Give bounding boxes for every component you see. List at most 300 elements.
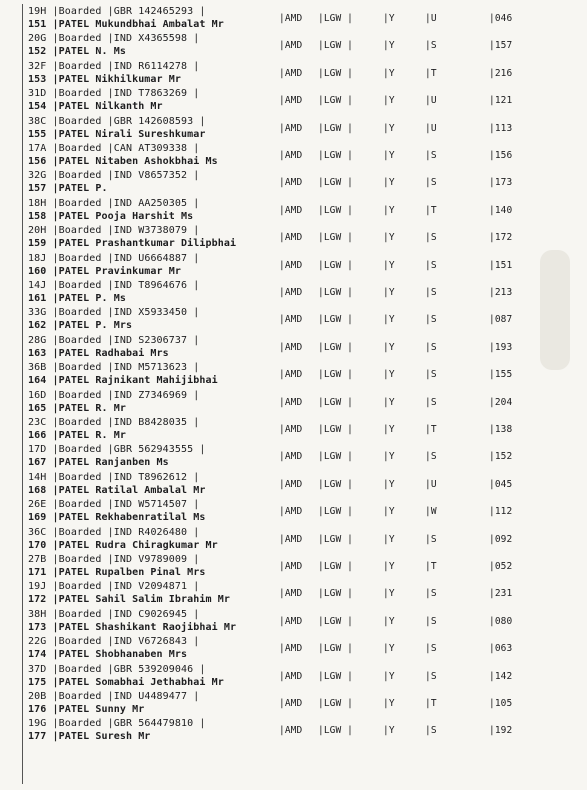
seat-number: 14J	[28, 280, 47, 291]
column-separator: |	[46, 293, 59, 304]
column-separator: |	[187, 390, 200, 401]
seat-number: 20H	[28, 225, 47, 236]
origin-code: |AMD	[279, 725, 303, 736]
column-separator: |	[101, 609, 114, 620]
column-separator: |	[187, 335, 200, 346]
entry-seat-line	[28, 33, 199, 45]
column-separator: |	[101, 6, 114, 17]
cabin-class: |Y	[383, 150, 395, 161]
boarding-sequence: |080	[489, 616, 513, 627]
status-code: |S	[425, 260, 437, 271]
seat-number: 18J	[28, 253, 47, 264]
sequence-number: 154	[28, 101, 47, 112]
entry-seat-line	[28, 307, 199, 319]
sequence-number: 151	[28, 19, 47, 30]
cabin-class: |Y	[383, 561, 395, 572]
entry-name-line	[28, 293, 126, 305]
sequence-number: 160	[28, 266, 47, 277]
origin-code: |AMD	[279, 698, 303, 709]
column-separator: |	[46, 554, 59, 565]
status-code: |S	[425, 177, 437, 188]
cabin-class: |Y	[383, 260, 395, 271]
entry-seat-line	[28, 664, 206, 676]
boarding-status: Boarded	[58, 88, 102, 99]
column-separator: |	[46, 581, 59, 592]
entry-seat-line	[28, 609, 199, 621]
destination-code: |LGW |	[318, 260, 353, 271]
seat-number: 33G	[28, 307, 47, 318]
entry-name-line	[28, 567, 206, 579]
status-code: |S	[425, 725, 437, 736]
passenger-name: PATEL P. Mrs	[58, 320, 133, 331]
sequence-number: 166	[28, 430, 47, 441]
boarding-status: Boarded	[58, 225, 102, 236]
cabin-class: |Y	[383, 534, 395, 545]
cabin-class: |Y	[383, 95, 395, 106]
travel-document: IND U6664887	[113, 253, 188, 264]
column-separator: |	[101, 335, 114, 346]
passenger-name: PATEL Sunny Mr	[58, 704, 145, 715]
origin-code: |AMD	[279, 588, 303, 599]
travel-document: IND X5933450	[113, 307, 188, 318]
boarding-status: Boarded	[58, 527, 102, 538]
seat-number: 20B	[28, 691, 47, 702]
column-separator: |	[46, 731, 59, 742]
origin-code: |AMD	[279, 40, 303, 51]
passenger-name: PATEL Somabhai Jethabhai Mr	[58, 677, 224, 688]
status-code: |S	[425, 616, 437, 627]
entry-name-line	[28, 320, 132, 332]
sequence-number: 169	[28, 512, 47, 523]
destination-code: |LGW |	[318, 205, 353, 216]
column-separator: |	[101, 444, 114, 455]
entry-name-line	[28, 594, 230, 606]
boarding-sequence: |156	[489, 150, 513, 161]
entry-name-line	[28, 129, 206, 141]
status-code: |S	[425, 287, 437, 298]
sequence-number: 157	[28, 183, 47, 194]
origin-code: |AMD	[279, 616, 303, 627]
sequence-number: 161	[28, 293, 47, 304]
entry-name-line	[28, 74, 181, 86]
passenger-name: PATEL Mukundbhai Ambalat Mr	[58, 19, 224, 30]
boarding-sequence: |092	[489, 534, 513, 545]
seat-number: 31D	[28, 88, 47, 99]
seat-number: 20G	[28, 33, 47, 44]
destination-code: |LGW |	[318, 150, 353, 161]
column-separator: |	[46, 362, 59, 373]
cabin-class: |Y	[383, 588, 395, 599]
status-code: |U	[425, 13, 437, 24]
boarding-status: Boarded	[58, 143, 102, 154]
boarding-sequence: |046	[489, 13, 513, 24]
column-separator: |	[101, 499, 114, 510]
entry-seat-line	[28, 527, 199, 539]
sequence-number: 172	[28, 594, 47, 605]
column-separator: |	[101, 61, 114, 72]
column-separator: |	[101, 581, 114, 592]
column-separator: |	[46, 116, 59, 127]
status-code: |U	[425, 95, 437, 106]
passenger-name: PATEL Rajnikant Mahijibhai	[58, 375, 218, 386]
origin-code: |AMD	[279, 68, 303, 79]
entry-name-line	[28, 677, 224, 689]
boarding-sequence: |142	[489, 671, 513, 682]
cabin-class: |Y	[383, 506, 395, 517]
destination-code: |LGW |	[318, 40, 353, 51]
status-code: |T	[425, 68, 437, 79]
status-code: |S	[425, 150, 437, 161]
passenger-name: PATEL Shobhanaben Mrs	[58, 649, 188, 660]
entry-name-line	[28, 512, 206, 524]
passenger-name: PATEL Ranjanben Ms	[58, 457, 169, 468]
destination-code: |LGW |	[318, 725, 353, 736]
status-code: |S	[425, 671, 437, 682]
entry-name-line	[28, 731, 150, 743]
seat-number: 36B	[28, 362, 47, 373]
column-separator: |	[101, 527, 114, 538]
passenger-name: PATEL Pravinkumar Mr	[58, 266, 182, 277]
travel-document: CAN AT309338	[113, 143, 188, 154]
entry-name-line	[28, 348, 169, 360]
column-separator: |	[46, 266, 59, 277]
origin-code: |AMD	[279, 123, 303, 134]
column-separator: |	[101, 417, 114, 428]
passenger-name: PATEL Nilkanth Mr	[58, 101, 163, 112]
travel-document: IND Z7346969	[113, 390, 188, 401]
travel-document: IND C9026945	[113, 609, 188, 620]
travel-document: GBR 142465293	[113, 6, 194, 17]
column-separator: |	[193, 116, 206, 127]
origin-code: |AMD	[279, 451, 303, 462]
passenger-name: PATEL Rudra Chiragkumar Mr	[58, 540, 218, 551]
column-separator: |	[101, 362, 114, 373]
column-separator: |	[101, 390, 114, 401]
destination-code: |LGW |	[318, 177, 353, 188]
seat-number: 38C	[28, 116, 47, 127]
column-separator: |	[101, 554, 114, 565]
column-separator: |	[46, 677, 59, 688]
column-separator: |	[46, 622, 59, 633]
boarding-sequence: |045	[489, 479, 513, 490]
column-separator: |	[101, 116, 114, 127]
boarding-status: Boarded	[58, 307, 102, 318]
passenger-name: PATEL Suresh Mr	[58, 731, 151, 742]
cabin-class: |Y	[383, 671, 395, 682]
entry-name-line	[28, 485, 206, 497]
travel-document: IND X4365598	[113, 33, 188, 44]
destination-code: |LGW |	[318, 616, 353, 627]
boarding-status: Boarded	[58, 6, 102, 17]
destination-code: |LGW |	[318, 287, 353, 298]
entry-name-line	[28, 704, 144, 716]
origin-code: |AMD	[279, 671, 303, 682]
column-separator: |	[101, 143, 114, 154]
entry-name-line	[28, 101, 163, 113]
entry-name-line	[28, 19, 224, 31]
column-separator: |	[46, 46, 59, 57]
column-separator: |	[46, 101, 59, 112]
origin-code: |AMD	[279, 506, 303, 517]
column-separator: |	[46, 375, 59, 386]
cabin-class: |Y	[383, 40, 395, 51]
status-code: |T	[425, 561, 437, 572]
column-separator: |	[187, 61, 200, 72]
column-separator: |	[46, 170, 59, 181]
sequence-number: 170	[28, 540, 47, 551]
seat-number: 19J	[28, 581, 47, 592]
column-separator: |	[46, 225, 59, 236]
column-separator: |	[187, 691, 200, 702]
status-code: |S	[425, 232, 437, 243]
column-separator: |	[46, 129, 59, 140]
entry-seat-line	[28, 198, 199, 210]
entry-seat-line	[28, 116, 206, 128]
sequence-number: 168	[28, 485, 47, 496]
entry-name-line	[28, 430, 126, 442]
passenger-name: PATEL R. Mr	[58, 430, 126, 441]
destination-code: |LGW |	[318, 451, 353, 462]
travel-document: IND B8428035	[113, 417, 188, 428]
passenger-name: PATEL Nikhilkumar Mr	[58, 74, 182, 85]
boarding-sequence: |138	[489, 424, 513, 435]
destination-code: |LGW |	[318, 95, 353, 106]
origin-code: |AMD	[279, 260, 303, 271]
column-separator: |	[46, 19, 59, 30]
boarding-sequence: |173	[489, 177, 513, 188]
status-code: |T	[425, 698, 437, 709]
sequence-number: 167	[28, 457, 47, 468]
destination-code: |LGW |	[318, 13, 353, 24]
boarding-status: Boarded	[58, 718, 102, 729]
boarding-sequence: |172	[489, 232, 513, 243]
entry-name-line	[28, 156, 218, 168]
column-separator: |	[46, 567, 59, 578]
boarding-sequence: |112	[489, 506, 513, 517]
sequence-number: 177	[28, 731, 47, 742]
column-separator: |	[187, 581, 200, 592]
column-separator: |	[193, 6, 206, 17]
travel-document: IND R6114278	[113, 61, 188, 72]
passenger-name: PATEL Rupalben Pinal Mrs	[58, 567, 206, 578]
passenger-name: PATEL Nitaben Ashokbhai Ms	[58, 156, 218, 167]
cabin-class: |Y	[383, 68, 395, 79]
column-separator: |	[46, 430, 59, 441]
passenger-name: PATEL R. Mr	[58, 403, 126, 414]
column-separator: |	[187, 636, 200, 647]
column-separator: |	[46, 594, 59, 605]
left-margin-rule	[22, 4, 23, 784]
passenger-name: PATEL Prashantkumar Dilipbhai	[58, 238, 237, 249]
boarding-sequence: |213	[489, 287, 513, 298]
column-separator: |	[46, 527, 59, 538]
travel-document: IND V9789009	[113, 554, 188, 565]
destination-code: |LGW |	[318, 397, 353, 408]
boarding-status: Boarded	[58, 499, 102, 510]
column-separator: |	[101, 33, 114, 44]
cabin-class: |Y	[383, 314, 395, 325]
column-separator: |	[187, 362, 200, 373]
cabin-class: |Y	[383, 725, 395, 736]
boarding-status: Boarded	[58, 390, 102, 401]
boarding-status: Boarded	[58, 170, 102, 181]
status-code: |S	[425, 397, 437, 408]
column-separator: |	[101, 691, 114, 702]
column-separator: |	[187, 554, 200, 565]
destination-code: |LGW |	[318, 643, 353, 654]
entry-seat-line	[28, 225, 199, 237]
column-separator: |	[46, 335, 59, 346]
column-separator: |	[187, 198, 200, 209]
destination-code: |LGW |	[318, 671, 353, 682]
passenger-name: PATEL N. Ms	[58, 46, 126, 57]
column-separator: |	[46, 6, 59, 17]
column-separator: |	[46, 280, 59, 291]
seat-number: 17A	[28, 143, 47, 154]
entry-seat-line	[28, 143, 199, 155]
column-separator: |	[187, 417, 200, 428]
origin-code: |AMD	[279, 342, 303, 353]
boarding-status: Boarded	[58, 609, 102, 620]
sequence-number: 159	[28, 238, 47, 249]
cabin-class: |Y	[383, 13, 395, 24]
sequence-number: 165	[28, 403, 47, 414]
destination-code: |LGW |	[318, 424, 353, 435]
entry-name-line	[28, 457, 169, 469]
travel-document: IND V6726843	[113, 636, 188, 647]
sequence-number: 152	[28, 46, 47, 57]
column-separator: |	[46, 61, 59, 72]
column-separator: |	[187, 88, 200, 99]
origin-code: |AMD	[279, 397, 303, 408]
boarding-status: Boarded	[58, 61, 102, 72]
travel-document: IND AA250305	[113, 198, 188, 209]
boarding-sequence: |087	[489, 314, 513, 325]
boarding-status: Boarded	[58, 554, 102, 565]
entry-seat-line	[28, 170, 199, 182]
column-separator: |	[187, 307, 200, 318]
cabin-class: |Y	[383, 287, 395, 298]
boarding-status: Boarded	[58, 33, 102, 44]
cabin-class: |Y	[383, 479, 395, 490]
column-separator: |	[101, 88, 114, 99]
destination-code: |LGW |	[318, 534, 353, 545]
column-separator: |	[187, 143, 200, 154]
column-separator: |	[46, 512, 59, 523]
destination-code: |LGW |	[318, 588, 353, 599]
column-separator: |	[187, 499, 200, 510]
column-separator: |	[101, 198, 114, 209]
destination-code: |LGW |	[318, 232, 353, 243]
column-separator: |	[46, 417, 59, 428]
boarding-sequence: |193	[489, 342, 513, 353]
seat-number: 37D	[28, 664, 47, 675]
column-separator: |	[46, 444, 59, 455]
passenger-name: PATEL Radhabai Mrs	[58, 348, 169, 359]
column-separator: |	[46, 499, 59, 510]
destination-code: |LGW |	[318, 68, 353, 79]
column-separator: |	[46, 88, 59, 99]
cabin-class: |Y	[383, 342, 395, 353]
destination-code: |LGW |	[318, 123, 353, 134]
cabin-class: |Y	[383, 451, 395, 462]
origin-code: |AMD	[279, 13, 303, 24]
status-code: |S	[425, 588, 437, 599]
seat-number: 16D	[28, 390, 47, 401]
entry-seat-line	[28, 335, 199, 347]
seat-number: 27B	[28, 554, 47, 565]
entry-seat-line	[28, 280, 199, 292]
column-separator: |	[46, 636, 59, 647]
boarding-status: Boarded	[58, 581, 102, 592]
column-separator: |	[46, 609, 59, 620]
status-code: |S	[425, 369, 437, 380]
column-separator: |	[46, 183, 59, 194]
destination-code: |LGW |	[318, 369, 353, 380]
sequence-number: 176	[28, 704, 47, 715]
boarding-status: Boarded	[58, 472, 102, 483]
column-separator: |	[46, 307, 59, 318]
origin-code: |AMD	[279, 95, 303, 106]
origin-code: |AMD	[279, 314, 303, 325]
status-code: |S	[425, 314, 437, 325]
destination-code: |LGW |	[318, 314, 353, 325]
entry-name-line	[28, 403, 126, 415]
sequence-number: 175	[28, 677, 47, 688]
sequence-number: 174	[28, 649, 47, 660]
boarding-sequence: |192	[489, 725, 513, 736]
boarding-status: Boarded	[58, 636, 102, 647]
travel-document: GBR 564479810	[113, 718, 194, 729]
origin-code: |AMD	[279, 643, 303, 654]
passenger-name: PATEL Rekhabenratilal Ms	[58, 512, 206, 523]
entry-name-line	[28, 375, 218, 387]
origin-code: |AMD	[279, 287, 303, 298]
column-separator: |	[46, 156, 59, 167]
passenger-name: PATEL P.	[58, 183, 108, 194]
seat-number: 36C	[28, 527, 47, 538]
entry-name-line	[28, 238, 236, 250]
column-separator: |	[46, 649, 59, 660]
seat-number: 26E	[28, 499, 47, 510]
column-separator: |	[46, 253, 59, 264]
passenger-name: PATEL Ratilal Ambalal Mr	[58, 485, 206, 496]
entry-seat-line	[28, 6, 206, 18]
column-separator: |	[193, 718, 206, 729]
entry-seat-line	[28, 390, 199, 402]
origin-code: |AMD	[279, 232, 303, 243]
entry-name-line	[28, 622, 236, 634]
sequence-number: 158	[28, 211, 47, 222]
boarding-sequence: |105	[489, 698, 513, 709]
paper-stain	[540, 250, 570, 370]
column-separator: |	[101, 225, 114, 236]
column-separator: |	[46, 457, 59, 468]
travel-document: IND T7863269	[113, 88, 188, 99]
boarding-status: Boarded	[58, 198, 102, 209]
entry-seat-line	[28, 581, 199, 593]
entry-name-line	[28, 211, 193, 223]
column-separator: |	[101, 280, 114, 291]
boarding-sequence: |052	[489, 561, 513, 572]
column-separator: |	[46, 472, 59, 483]
sequence-number: 155	[28, 129, 47, 140]
origin-code: |AMD	[279, 424, 303, 435]
travel-document: GBR 142608593	[113, 116, 194, 127]
entry-seat-line	[28, 444, 206, 456]
cabin-class: |Y	[383, 643, 395, 654]
travel-document: IND U4489477	[113, 691, 188, 702]
